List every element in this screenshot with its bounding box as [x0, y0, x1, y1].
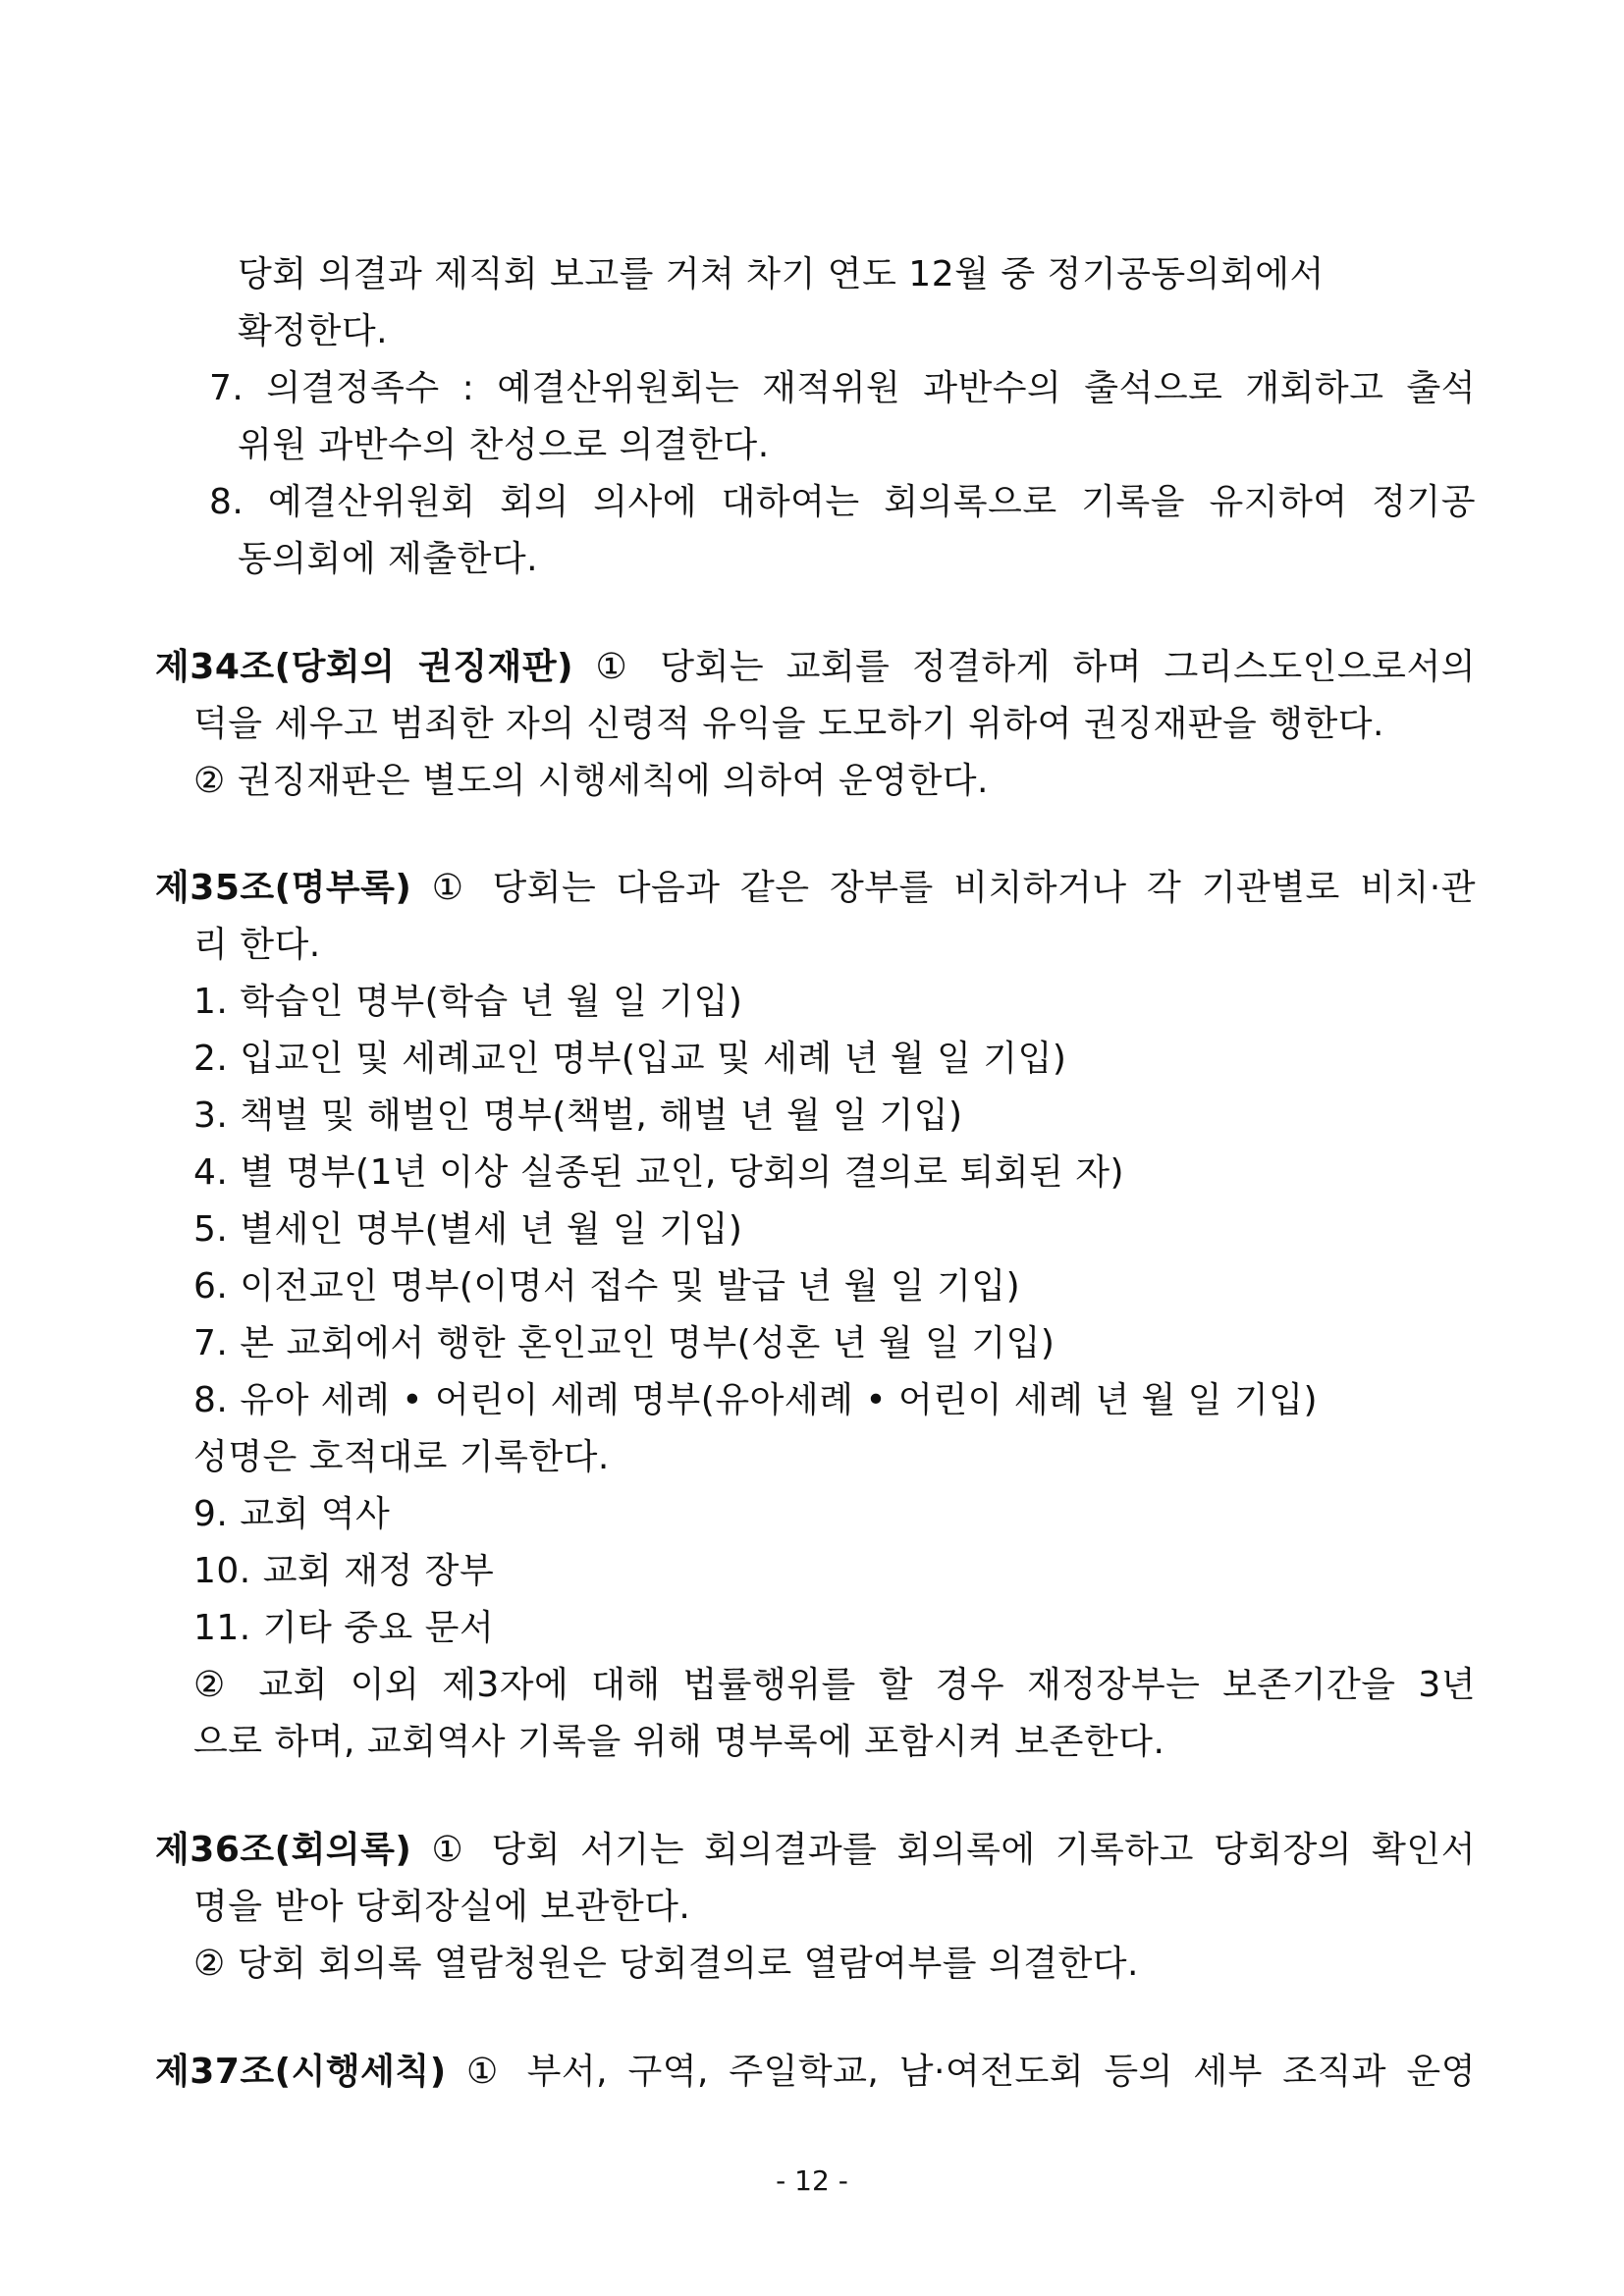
list-item: 10. 교회 재정 장부 [193, 1551, 495, 1591]
list-item: 7. 본 교회에서 행한 혼인교인 명부(성혼 년 월 일 기입) [193, 1323, 1056, 1363]
list-item: 2. 입교인 및 세례교인 명부(입교 및 세례 년 월 일 기입) [193, 1039, 1067, 1079]
article-36-clause-2: ② 당회 회의록 열람청원은 당회결의로 열람여부를 의결한다. [193, 1944, 1140, 1984]
list-item: 1. 학습인 명부(학습 년 월 일 기입) [193, 982, 743, 1022]
continuation-line: 당회 의결과 제직회 보고를 거쳐 차기 연도 12월 중 정기공동의회에서 [238, 254, 1325, 294]
item-7-cont: 위원 과반수의 찬성으로 의결한다. [238, 425, 770, 465]
item-7: 7. 의결정족수 : 예결산위원회는 재적위원 과반수의 출석으로 개회하고 출석 [209, 368, 1476, 408]
article-37-line: 제37조(시행세칙) ① 부서, 구역, 주일학교, 남·여전도회 등의 세부 조직과 운영 [155, 2052, 1476, 2092]
article-34-line: 제34조(당회의 권징재판) ① 당회는 교회를 정결하게 하며 그리스도인으로서의 [155, 647, 1476, 687]
list-item: 11. 기타 중요 문서 [193, 1608, 495, 1648]
item-8: 8. 예결산위원회 회의 의사에 대하여는 회의록으로 기록을 유지하여 정기공 [209, 482, 1476, 522]
article-35-clause-2-cont: 으로 하며, 교회역사 기록을 위해 명부록에 포함시켜 보존한다. [193, 1722, 1165, 1762]
article-36-line: 제36조(회의록) ① 당회 서기는 회의결과를 회의록에 기록하고 당회장의 확인서 [155, 1830, 1476, 1870]
article-34-heading: 제34조(당회의 권징재판) [155, 647, 574, 687]
list-item: 5. 별세인 명부(별세 년 월 일 기입) [193, 1209, 743, 1250]
article-35-line: 제35조(명부록) ① 당회는 다음과 같은 장부를 비치하거나 각 기관별로 비치·관 [155, 868, 1476, 908]
list-item: 3. 책벌 및 해벌인 명부(책벌, 해벌 년 월 일 기입) [193, 1095, 963, 1136]
article-35-line: 리 한다. [193, 925, 321, 965]
article-36-heading: 제36조(회의록) [155, 1830, 412, 1870]
list-item: 8. 유아 세례 • 어린이 세례 명부(유아세례 • 어린이 세례 년 월 일 기입) [193, 1380, 1319, 1420]
list-item: 6. 이전교인 명부(이명서 접수 및 발급 년 월 일 기입) [193, 1266, 1021, 1307]
list-item-note: 성명은 호적대로 기록한다. [193, 1437, 610, 1477]
article-36-line: 명을 받아 당회장실에 보관한다. [193, 1887, 691, 1927]
article-35-heading: 제35조(명부록) [155, 868, 412, 908]
continuation-line: 확정한다. [238, 311, 389, 351]
list-item: 9. 교회 역사 [193, 1494, 391, 1534]
article-35-clause-2: ② 교회 이외 제3자에 대해 법률행위를 할 경우 재정장부는 보존기간을 3년 [193, 1665, 1476, 1705]
page-number: - 12 - [776, 2164, 848, 2197]
item-8-cont: 동의회에 제출한다. [238, 539, 539, 579]
article-37-heading: 제37조(시행세칙) [155, 2052, 447, 2092]
article-34-clause-2: ② 권징재판은 별도의 시행세칙에 의하여 운영한다. [193, 761, 989, 801]
article-34-line: 덕을 세우고 범죄한 자의 신령적 유익을 도모하기 위하여 권징재판을 행한다. [193, 704, 1384, 744]
list-item: 4. 별 명부(1년 이상 실종된 교인, 당회의 결의로 퇴회된 자) [193, 1152, 1125, 1193]
